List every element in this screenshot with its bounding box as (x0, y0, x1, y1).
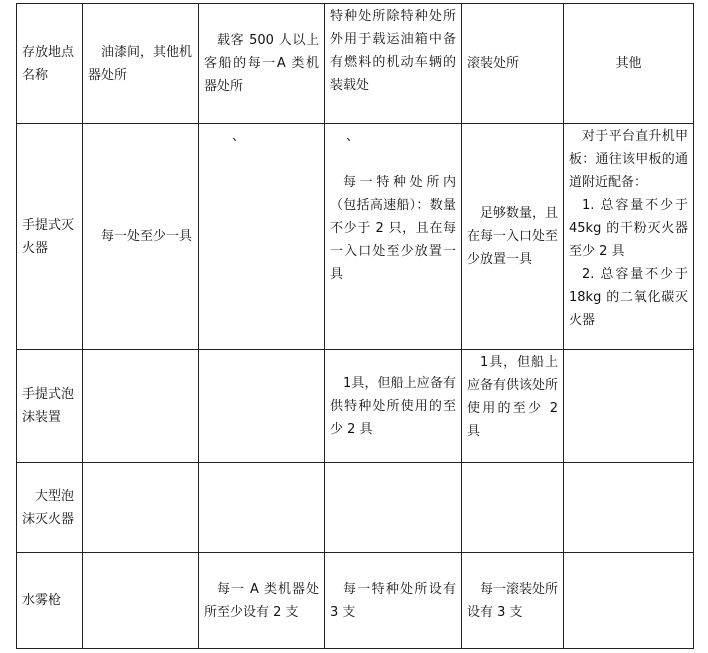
cell-ro-ro-extinguisher: 足够数量，且在每一入口处至少放置一具 (462, 124, 564, 350)
cell-ro-ro-foam: 1具，但船上应备有供该处所使用的至少 2 具 (462, 350, 564, 463)
cell-class-a-extinguisher: 、 (199, 124, 325, 350)
header-ro-ro-spaces: 滚装处所 (462, 4, 564, 124)
fire-equipment-table (16, 3, 694, 649)
header-location-name: 存放地点名称 (17, 4, 83, 124)
cell-class-a-foam (199, 350, 325, 463)
row-label-portable-extinguisher: 手提式灭火器 (17, 124, 83, 350)
cell-special-spray: 每一特种处所设有 3 支 (325, 553, 462, 649)
cell-other-large-foam (564, 463, 694, 553)
cell-paint-room-large-foam (83, 463, 199, 553)
cell-other-intro: 对于平台直升机甲板：通往该甲板的通道附近配备： (569, 129, 688, 190)
table-row (17, 124, 694, 350)
table-row (17, 350, 694, 463)
header-row (17, 4, 694, 124)
cell-other-spray (564, 553, 694, 649)
cell-other-item-2: 2. 总容量不少于 18kg 的二氧化碳灭火器 (569, 267, 688, 328)
header-class-a-machinery: 载客 500 人以上客船的每一A 类机器处所 (199, 4, 325, 124)
cell-ro-ro-large-foam (462, 463, 564, 553)
table-row (17, 553, 694, 649)
cell-special-foam: 1具，但船上应备有供特种处所使用的至少 2 具 (325, 350, 462, 463)
cell-text: 每一特种处所内（包括高速船）：数量不少于 2 只，且在每一入口处至少放置一具 (330, 175, 456, 282)
header-special-spaces: 特种处所除特种处所外用于载运油箱中备有燃料的机动车辆的装载处 (325, 4, 462, 124)
cell-paint-room-extinguisher: 每一处至少一具 (83, 124, 199, 350)
cell-class-a-spray: 每一 A 类机器处所至少设有 2 支 (199, 553, 325, 649)
row-label-water-spray: 水雾枪 (17, 553, 83, 649)
cell-other-item-1: 1. 总容量不少于 45kg 的干粉灭火器至少 2 具 (569, 198, 688, 259)
header-other: 其他 (564, 4, 694, 124)
row-label-large-foam: 大型泡沫灭火器 (17, 463, 83, 553)
cell-special-extinguisher (325, 124, 462, 350)
table-row (17, 463, 694, 553)
cell-spacer (330, 148, 456, 171)
cell-other-foam (564, 350, 694, 463)
cell-class-a-large-foam (199, 463, 325, 553)
cell-ro-ro-spray: 每一滚装处所设有 3 支 (462, 553, 564, 649)
cell-mark: 、 (346, 129, 360, 144)
header-paint-room: 油漆间，其他机器处所 (83, 4, 199, 124)
row-label-portable-foam: 手提式泡沫装置 (17, 350, 83, 463)
cell-special-large-foam (325, 463, 462, 553)
cell-other-extinguisher (564, 124, 694, 350)
cell-paint-room-spray (83, 553, 199, 649)
cell-paint-room-foam (83, 350, 199, 463)
